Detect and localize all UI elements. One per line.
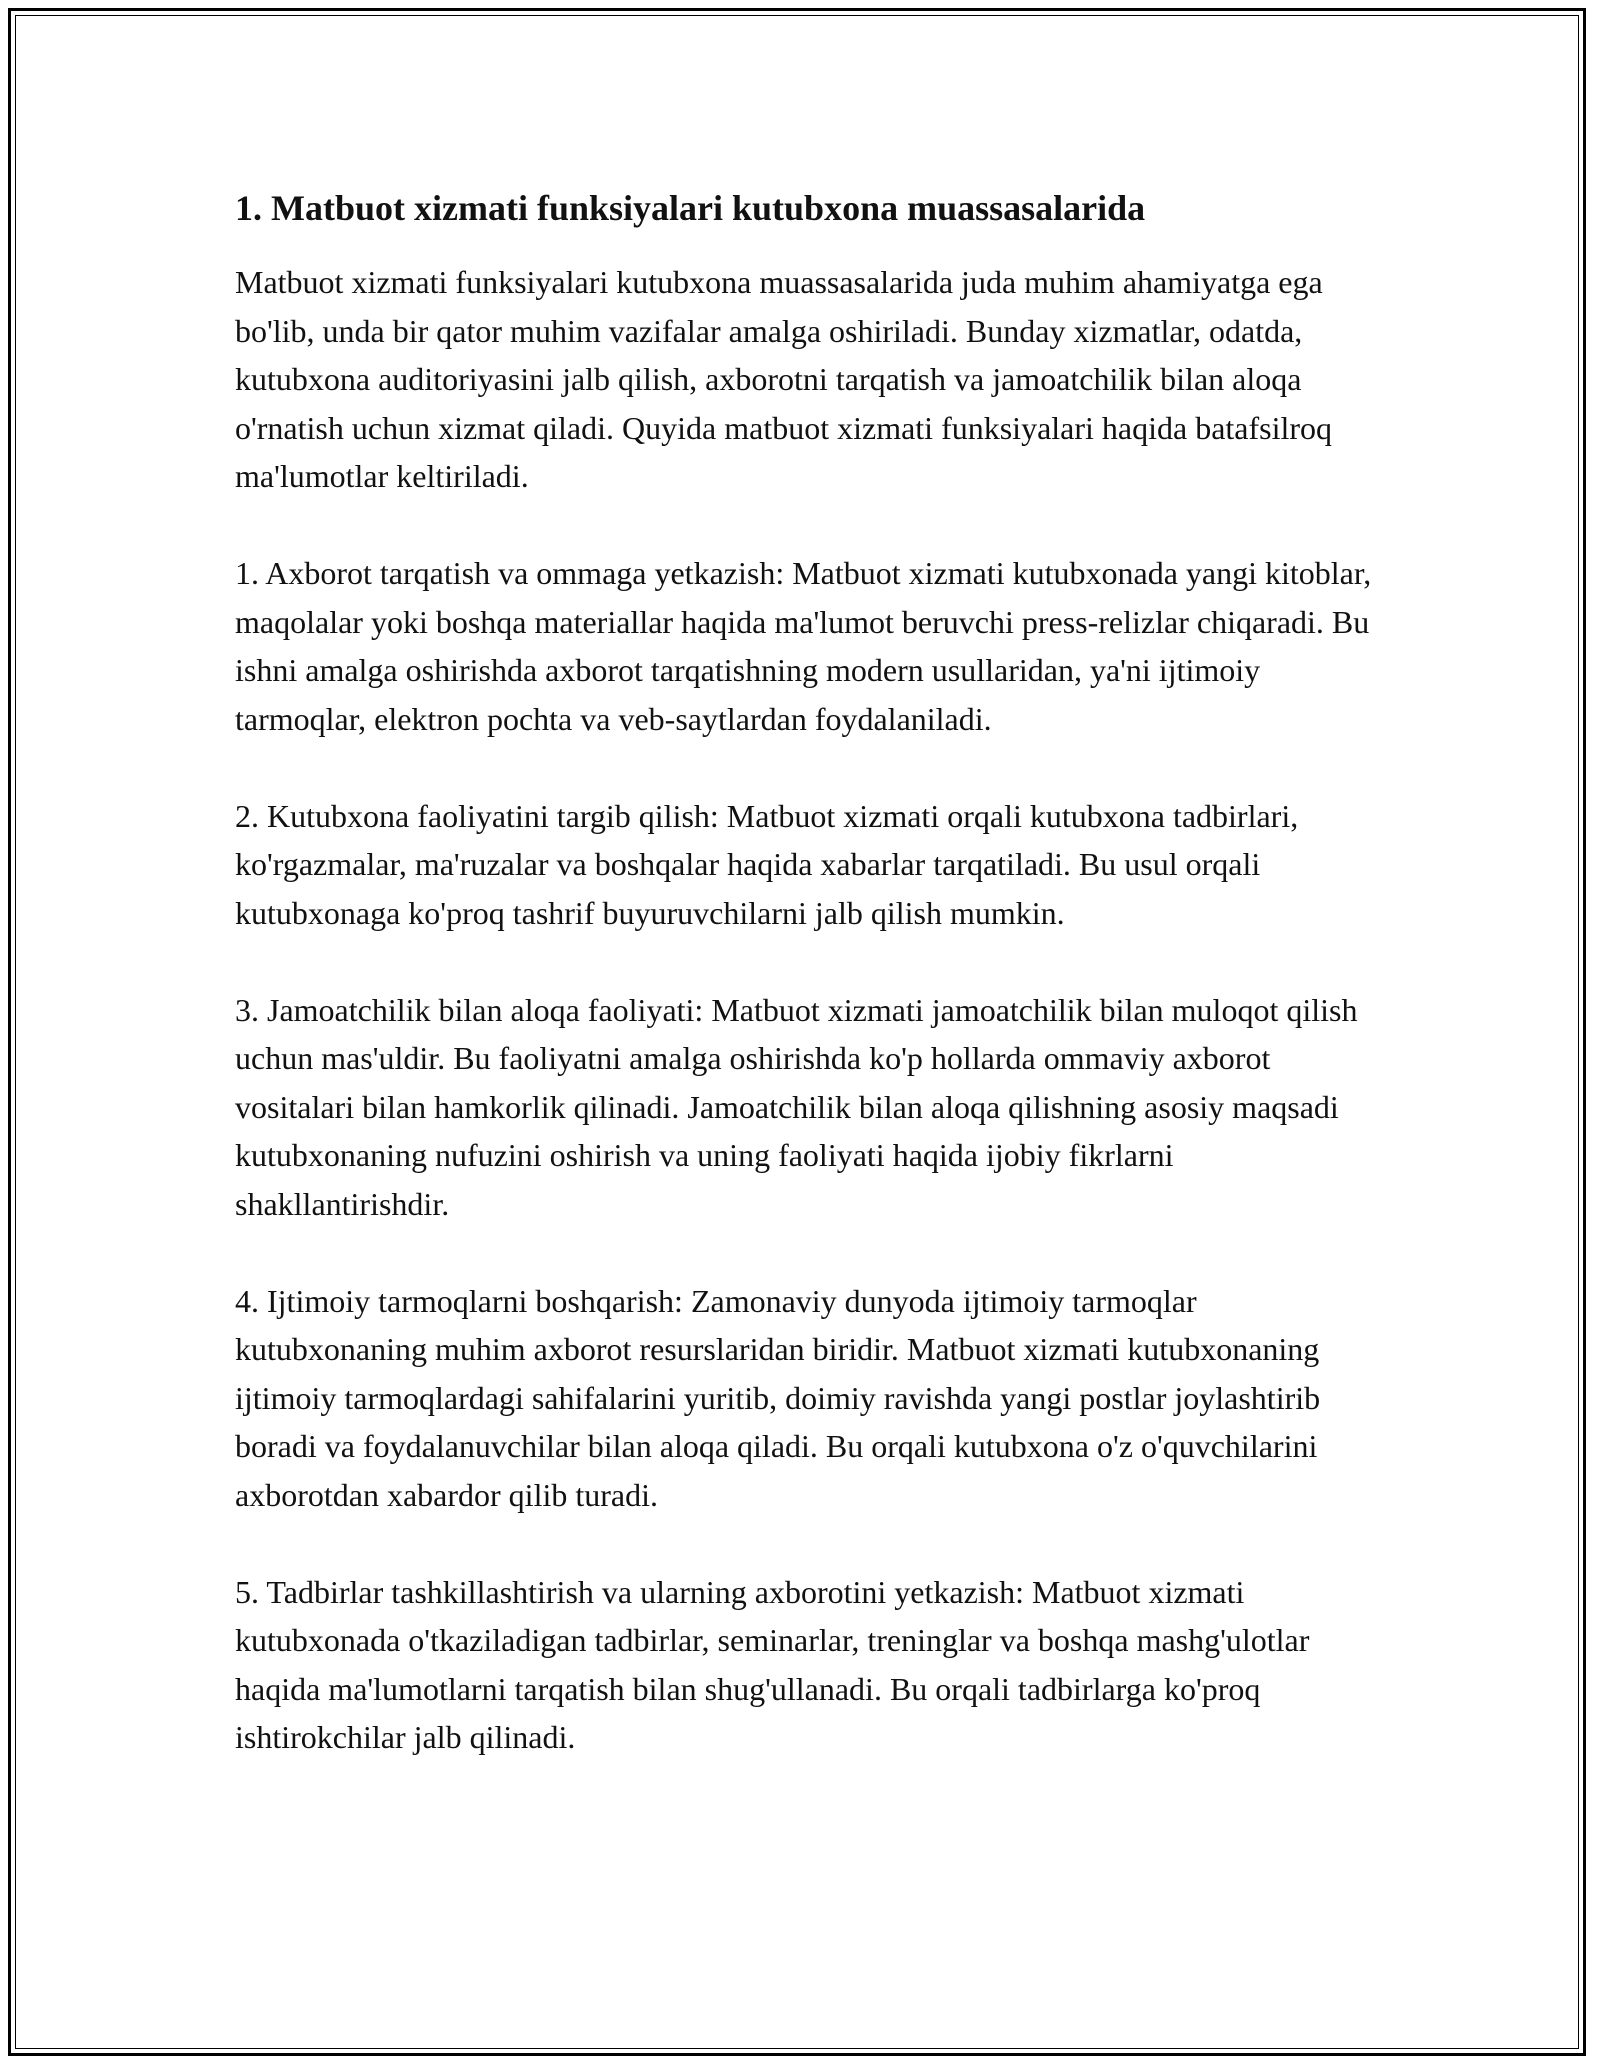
document-title: 1. Matbuot xizmati funksiyalari kutubxona muassasalarida	[235, 188, 1146, 228]
paragraph-item-5: 5. Tadbirlar tashkillashtirish va ularning axborotini yetkazish: Matbuot xizmati kutubxonada o'tkaziladigan tadbirlar, seminarlar, treninglar va boshqa mashg'ulotlar haqida ma'lumotlarni tarqatish bilan shug'ullanadi. Bu orqali tadbirlarga ko'proq ishtirokchilar jalb qilinadi.	[235, 1573, 1310, 1755]
paragraph-item-4: 4. Ijtimoiy tarmoqlarni boshqarish: Zamonaviy dunyoda ijtimoiy tarmoqlar kutubxonaning muhim axborot resurslaridan biridir. Matbuot xizmati kutubxonaning ijtimoiy tarmoqlardagi sahifalarini yuritib, doimiy ravishda yangi postlar joylashtirib boradi va foydalanuvchilar bilan aloqa qiladi. Bu orqali kutubxona o'z o'quvchilarini axborotdan xabardor qilib turadi.	[235, 1282, 1321, 1513]
paragraph-intro: Matbuot xizmati funksiyalari kutubxona muassasalarida juda muhim ahamiyatga ega bo'lib, unda bir qator muhim vazifalar amalga oshiriladi. Bunday xizmatlar, odatda, kutubxona auditoriyasini jalb qilish, axborotni tarqatish va jamoatchilik bilan aloqa o'rnatish uchun xizmat qiladi. Quyida matbuot xizmati funksiyalari haqida batafsilroq ma'lumotlar keltiriladi.	[235, 264, 1333, 494]
paragraph-item-2: 2. Kutubxona faoliyatini targib qilish: Matbuot xizmati orqali kutubxona tadbirlari, ko'rgazmalar, ma'ruzalar va boshqalar haqida xabarlar tarqatiladi. Bu usul orqali kutubxonaga ko'proq tashrif buyuruvchilarni jalb qilish mumkin.	[235, 797, 1299, 931]
document-body	[235, 186, 1395, 1810]
paragraph-item-1: 1. Axborot tarqatish va ommaga yetkazish: Matbuot xizmati kutubxonada yangi kitoblar, maqolalar yoki boshqa materiallar haqida ma'lumot beruvchi press-relizlar chiqaradi. Bu ishni amalga oshirishda axborot tarqatishning modern usullaridan, ya'ni ijtimoiy tarmoqlar, elektron pochta va veb-saytlardan foydalaniladi.	[235, 555, 1372, 737]
paragraph-item-3: 3. Jamoatchilik bilan aloqa faoliyati: Matbuot xizmati jamoatchilik bilan muloqot qilish uchun mas'uldir. Bu faoliyatni amalga oshirishda ko'p hollarda ommaviy axborot vositalari bilan hamkorlik qilinadi. Jamoatchilik bilan aloqa qilishning asosiy maqsadi kutubxonaning nufuzini oshirish va uning faoliyati haqida ijobiy fikrlarni shakllantirishdir.	[235, 991, 1358, 1222]
